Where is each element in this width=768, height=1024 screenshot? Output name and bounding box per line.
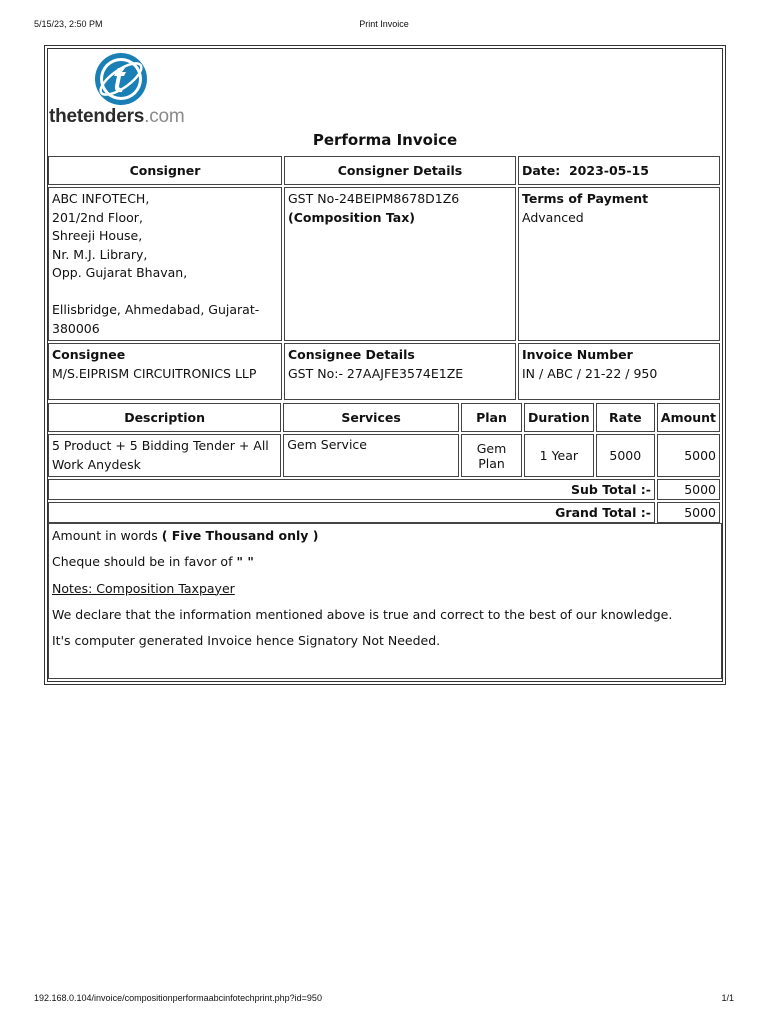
consignee-details-value: GST No:- 27AAJFE3574E1ZE (288, 365, 464, 381)
consigner-address (48, 187, 282, 341)
terms-value: Advanced (522, 209, 584, 225)
notes-section (48, 523, 722, 679)
column-header: Rate (596, 403, 655, 432)
consigner-address-line: Ellisbridge, Ahmedabad, Gujarat- (52, 302, 260, 317)
date-label: Date: (522, 163, 561, 178)
column-header: Duration (524, 403, 594, 432)
sub-total-value: 5000 (657, 479, 720, 500)
consigner-address-line: 380006 (52, 320, 100, 336)
consigner-address-line (52, 283, 278, 302)
logo-name: thetenders (49, 106, 145, 127)
date-value: 2023-05-15 (568, 163, 649, 178)
grand-total-value: 5000 (657, 502, 720, 523)
consignee-details (284, 343, 516, 400)
invoice-number (518, 343, 720, 400)
print-page-number: 1/1 (721, 993, 734, 1003)
logo-wordmark (49, 106, 185, 128)
notes-text: Notes: Composition Taxpayer (52, 580, 235, 596)
consigner-address-line: ABC INFOTECH, (52, 191, 150, 206)
terms-label: Terms of Payment (522, 191, 649, 206)
consignee-value: M/S.EIPRISM CIRCUITRONICS LLP (52, 365, 257, 381)
column-header: Description (48, 403, 281, 432)
consigner-details-header: Consigner Details (284, 156, 516, 185)
consigner-address-line: Nr. M.J. Library, (52, 246, 148, 262)
consignee (48, 343, 282, 400)
party-details-table (46, 154, 722, 402)
cheque-favor (52, 554, 718, 580)
company-logo (49, 52, 199, 130)
consigner-address-line: Opp. Gujarat Bhavan, (52, 265, 188, 280)
page-title: Performa Invoice (312, 131, 458, 149)
computer-generated-note: It's computer generated Invoice hence Signatory Not Needed. (52, 633, 441, 649)
print-url: 192.168.0.104/invoice/compositionperformaabcinfotechprint.php?id=950 (34, 993, 322, 1003)
print-date: 5/15/23, 2:50 PM (34, 19, 103, 29)
item-service: Gem Service (283, 434, 459, 477)
grand-total-label: Grand Total :- (48, 502, 655, 523)
date-header (518, 156, 720, 185)
item-amount: 5000 (657, 434, 720, 477)
terms-of-payment (518, 187, 720, 341)
print-footer (34, 993, 734, 1005)
sub-total-label: Sub Total :- (48, 479, 655, 500)
item-duration: 1 Year (524, 434, 594, 477)
notes-line (52, 581, 718, 607)
print-header (34, 19, 734, 31)
consigner-header: Consigner (48, 156, 282, 185)
consigner-address-line: 201/2nd Floor, (52, 209, 143, 225)
cheque-name: " " (236, 554, 254, 570)
consignee-label: Consignee (52, 347, 126, 362)
amount-in-words (52, 528, 718, 554)
items-table (46, 401, 722, 525)
logo-mark-icon (94, 52, 148, 106)
table-row (48, 434, 720, 477)
declaration: We declare that the information mentioned above is true and correct to the best of our knowledge. (52, 606, 673, 622)
consignee-details-label: Consignee Details (288, 347, 415, 362)
item-description: 5 Product + 5 Bidding Tender + All Work Anydesk (48, 434, 281, 477)
column-header: Plan (461, 403, 522, 432)
consigner-gst: GST No-24BEIPM8678D1Z6 (288, 191, 460, 206)
logo-domain: .com (144, 106, 185, 127)
amount-words-value: ( Five Thousand only ) (161, 528, 319, 543)
consigner-address-line: Shreeji House, (52, 228, 143, 243)
item-rate: 5000 (596, 434, 655, 477)
cheque-prefix: Cheque should be in favor of (52, 554, 233, 570)
amount-words-prefix: Amount in words (52, 528, 158, 543)
item-plan: Gem Plan (461, 434, 522, 477)
consigner-details (284, 187, 516, 341)
column-header: Amount (657, 403, 720, 432)
column-header: Services (283, 403, 459, 432)
consigner-tax-type: (Composition Tax) (288, 209, 415, 225)
print-title: Print Invoice (359, 19, 409, 29)
invoice-number-value: IN / ABC / 21-22 / 950 (522, 365, 658, 381)
invoice-number-label: Invoice Number (522, 347, 633, 362)
